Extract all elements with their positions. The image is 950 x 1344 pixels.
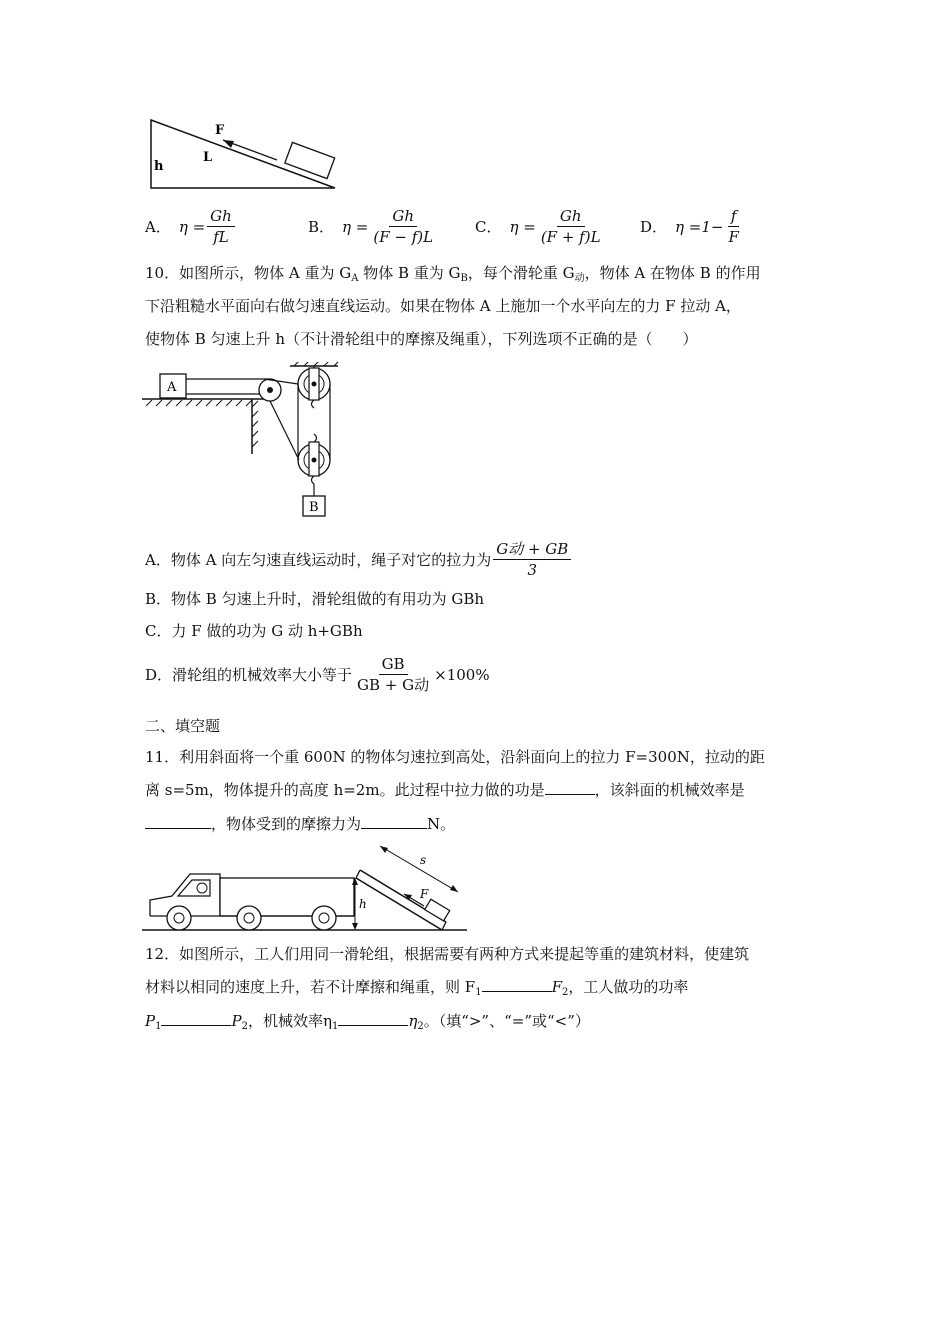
q9-option-c: C． η = $\frac{Gh}{(F + f)L}$	[475, 207, 601, 246]
q10-option-a: A．物体 A 向左匀速直线运动时，绳子对它的拉力为 $\frac{\text{G动 + GB}}{3}$	[145, 540, 573, 579]
q12-line-2: 材料以相同的速度上升，若不计摩擦和绳重，则 $F_1$ $F_2$，工人做功的功率	[145, 978, 689, 998]
q12-blank-efficiency[interactable]	[338, 1011, 408, 1026]
incline-label-h: h	[154, 159, 164, 174]
q12-blank-force[interactable]	[482, 977, 552, 992]
q12-line-3: $P_1$ $P_2$，机械效率$\eta_1$ $\eta_2$。（填“>”、“=”或“<”）	[145, 1012, 590, 1032]
q10-line-1: 10．如图所示，物体 A 重为 $G_A$ 物体 B 重为 $G_B$，每个滑轮重 $G_动$，物体 A 在物体 B 的作用	[145, 264, 761, 284]
q10-option-c: C．力 F 做的功为 G 动 h+GBh	[145, 622, 363, 640]
ramp-label-s: s	[420, 853, 427, 867]
incline-label-F: F	[215, 123, 225, 138]
pulley-figure	[142, 362, 352, 520]
q11-blank-efficiency[interactable]	[145, 814, 211, 829]
block-b-label: B	[309, 500, 319, 515]
truck-label-h: h	[359, 897, 367, 911]
q12-blank-power[interactable]	[161, 1011, 231, 1026]
q10-option-b: B．物体 B 匀速上升时，滑轮组做的有用功为 GBh	[145, 590, 485, 608]
q9-option-d: D． η =1− $\frac{f}{F}$	[640, 207, 739, 246]
incline-label-L: L	[203, 150, 213, 165]
q11-line-2: 离 s=5m，物体提升的高度 h=2m。此过程中拉力做的功是 ，该斜面的机械效率是	[145, 781, 745, 799]
q10-option-d: D．滑轮组的机械效率大小等于 $\frac{GB}{\text{GB + G动}}$ ×100%	[145, 655, 490, 694]
q12-line-1: 12．如图所示，工人们用同一滑轮组，根据需要有两种方式来提起等重的建筑材料，使建筑	[145, 945, 750, 963]
truck-ramp-figure	[142, 838, 472, 938]
q10-line-3: 使物体 B 匀速上升 h（不计滑轮组中的摩擦及绳重），下列选项不正确的是（ ）	[145, 330, 698, 348]
q10-line-2: 下沿粗糙水平面向右做匀速直线运动。如果在物体 A 上施加一个水平向左的力 F 拉动 A，	[145, 297, 741, 315]
q9-option-a: A． η = $\frac{Gh}{fL}$	[145, 207, 237, 246]
q9-option-b: B． η = $\frac{Gh}{(F - f)L}$	[308, 207, 434, 246]
section-heading: 二、填空题	[145, 717, 221, 735]
block-a-label: A	[167, 380, 177, 395]
ramp-label-F: F	[420, 887, 429, 901]
q11-blank-friction[interactable]	[361, 814, 427, 829]
incline-figure	[145, 112, 345, 192]
q11-blank-work[interactable]	[545, 780, 595, 795]
q11-line-1: 11．利用斜面将一个重 600N 的物体匀速拉到高处，沿斜面向上的拉力 F=300N，拉动的距	[145, 748, 765, 766]
q11-line-3: ，物体受到的摩擦力为 N。	[145, 813, 455, 835]
